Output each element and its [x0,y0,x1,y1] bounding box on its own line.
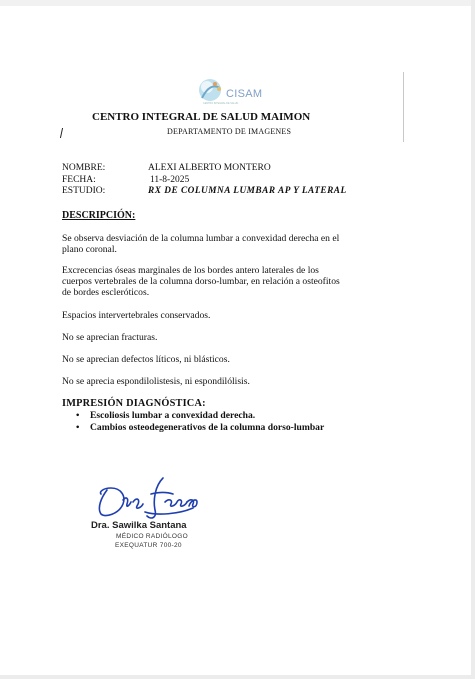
page-top-border [0,0,475,6]
handwritten-signature [93,472,205,524]
finding-paragraph: No se aprecia espondilolistesis, ni espondilólisis. [62,376,250,387]
page-right-border [471,0,475,679]
finding-paragraph: Espacios intervertebrales conservados. [62,310,211,321]
impression-heading: IMPRESIÓN DIAGNÓSTICA: [62,398,206,409]
impression-text: Escoliosis lumbar a convexidad derecha. [90,410,256,421]
study-value: RX DE COLUMNA LUMBAR AP Y LATERAL [148,186,347,196]
signer-title: MÉDICO RADIÓLOGO [116,533,188,540]
bullet-icon: • [76,422,80,433]
svg-text:CENTRO INTEGRAL DE SALUD: CENTRO INTEGRAL DE SALUD [203,102,239,105]
signer-exequatur: EXEQUATUR 700-20 [115,542,182,549]
finding-paragraph: No se aprecian defectos líticos, ni blásticos. [62,354,230,365]
list-item [76,410,324,422]
signer-name: Dra. Sawilka Santana [91,520,187,531]
margin-line [403,72,404,142]
institution-title: CENTRO INTEGRAL DE SALUD MAIMON [92,111,311,123]
study-label: ESTUDIO: [62,186,106,196]
description-heading: DESCRIPCIÓN: [62,210,136,221]
department-title: DEPARTAMENTO DE IMAGENES [167,127,292,136]
finding-paragraph: Excrecencias óseas marginales de los bordes antero laterales de los cuerpos vertebrales de la columna dorso-lumbar, en relación a osteofitos de bordes escleróticos. [62,265,340,298]
stray-mark [60,128,63,138]
name-label: NOMBRE: [62,163,106,173]
list-item [76,422,324,434]
date-label: FECHA: [62,175,96,185]
impression-list [76,410,324,434]
date-value: 11-8-2025 [150,175,190,185]
logo-wordmark: CISAM [226,88,263,100]
finding-paragraph: Se observa desviación de la columna lumbar a convexidad derecha en el plano coronal. [62,233,340,255]
page-bottom-border [0,675,475,679]
bullet-icon: • [76,410,80,421]
impression-text: Cambios osteodegenerativos de la columna dorso-lumbar [90,422,325,433]
finding-paragraph: No se aprecian fracturas. [62,332,158,343]
name-value: ALEXI ALBERTO MONTERO [148,163,271,173]
